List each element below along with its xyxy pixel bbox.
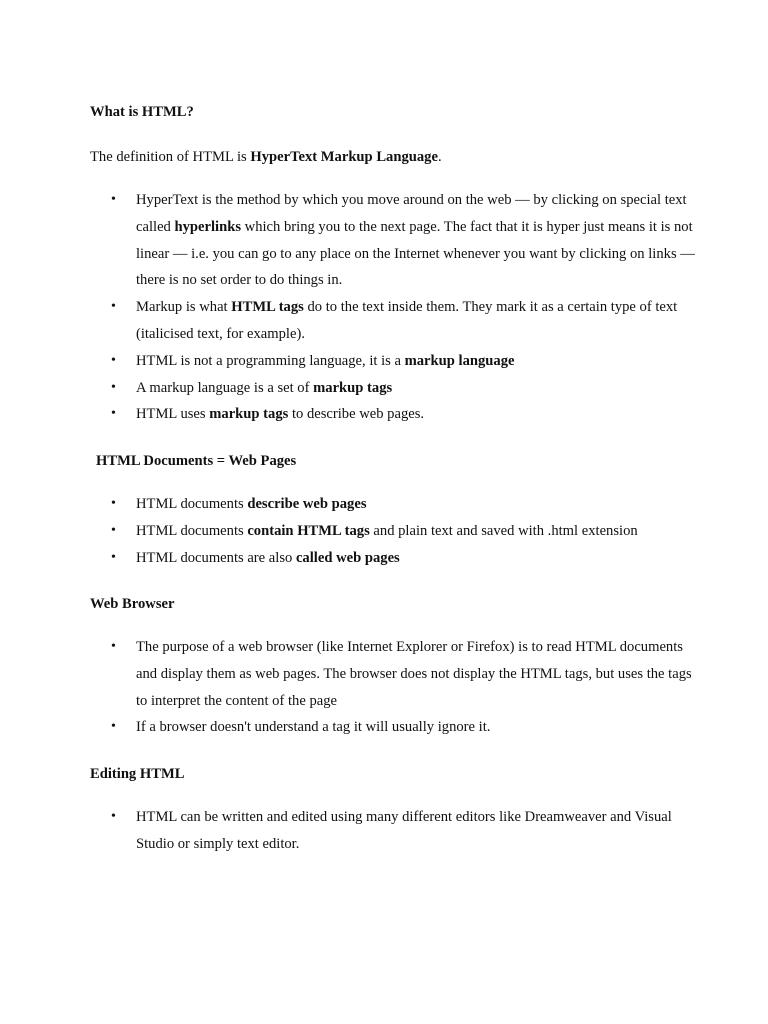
list-item-text: to describe web pages. — [288, 406, 425, 423]
list-item-bold: hyperlinks — [174, 218, 242, 235]
heading-html-documents: HTML Documents = Web Pages — [96, 453, 297, 469]
heading-what-is-html: What is HTML? — [90, 104, 194, 120]
definition-paragraph — [90, 147, 442, 167]
list-item — [0, 491, 768, 518]
list-item-text: which bring you to the next page. The fact that it is hyper just means it is not linear — i.e. you can go to any place on the Internet whenever you want by clicking on links — there is no set order to do things in. — [136, 218, 695, 289]
list-item — [0, 634, 768, 714]
list-item — [0, 187, 768, 294]
definition-bold: HyperText Markup Language — [250, 149, 438, 165]
web-browser-list — [0, 634, 768, 741]
bullet-icon: • — [111, 522, 116, 538]
bullet-icon: • — [111, 549, 116, 565]
list-item-text: HTML is not a programming language, it is a — [136, 352, 405, 369]
list-item — [0, 401, 768, 428]
heading-editing-html: Editing HTML — [90, 766, 185, 782]
list-item-text: HTML documents — [136, 522, 248, 539]
list-item — [0, 294, 768, 348]
definition-prefix: The definition of HTML is — [90, 149, 251, 165]
list-item-text: HTML uses — [136, 406, 210, 423]
bullet-icon: • — [111, 496, 116, 511]
list-item-bold: HTML tags — [231, 299, 304, 316]
bullet-icon: • — [111, 299, 116, 315]
list-item — [0, 348, 768, 375]
list-item-text: The purpose of a web browser (like Internet Explorer or Firefox) is to read HTML documents and display them as web pages. The browser does not display the HTML tags, but uses the tags to interpret the content of the page — [136, 639, 692, 709]
list-item-text: and plain text and saved with .html extension — [369, 522, 638, 539]
list-item-bold: contain HTML tags — [247, 522, 370, 539]
list-item-bold: called web pages — [295, 549, 400, 566]
list-item-text: HTML documents — [136, 496, 248, 512]
bullet-icon: • — [111, 809, 116, 824]
list-item — [0, 375, 768, 402]
list-item-text: HTML documents are also — [136, 549, 296, 566]
list-item-bold: markup tags — [209, 406, 289, 423]
list-item-text: HyperText is the method by which you move around on the web — by clicking on special text called — [136, 192, 687, 235]
list-item — [0, 804, 768, 858]
what-is-html-list — [0, 187, 768, 428]
list-item-text: If a browser doesn't understand a tag it will usually ignore it. — [136, 719, 491, 736]
list-item — [0, 518, 768, 545]
list-item-bold: markup language — [404, 352, 515, 369]
list-item — [0, 545, 768, 572]
list-item-text: A markup language is a set of — [136, 379, 314, 396]
definition-suffix: . — [437, 149, 442, 165]
bullet-icon: • — [111, 352, 116, 368]
bullet-icon: • — [111, 719, 116, 735]
bullet-icon: • — [111, 406, 116, 422]
list-item-text: Markup is what — [136, 299, 232, 316]
list-item-text: do to the text inside them. They mark it as a certain type of text (italicised text, for example). — [136, 299, 678, 342]
heading-web-browser: Web Browser — [90, 596, 175, 612]
bullet-icon: • — [111, 192, 116, 207]
editing-html-list — [0, 804, 768, 858]
list-item-bold: markup tags — [313, 379, 393, 396]
list-item — [0, 714, 768, 741]
bullet-icon: • — [111, 379, 116, 395]
list-item-bold: describe web pages — [247, 496, 367, 512]
html-documents-list — [0, 491, 768, 571]
list-item-text: HTML can be written and edited using many different editors like Dreamweaver and Visual Studio or simply text editor. — [136, 809, 672, 852]
bullet-icon: • — [111, 639, 116, 654]
